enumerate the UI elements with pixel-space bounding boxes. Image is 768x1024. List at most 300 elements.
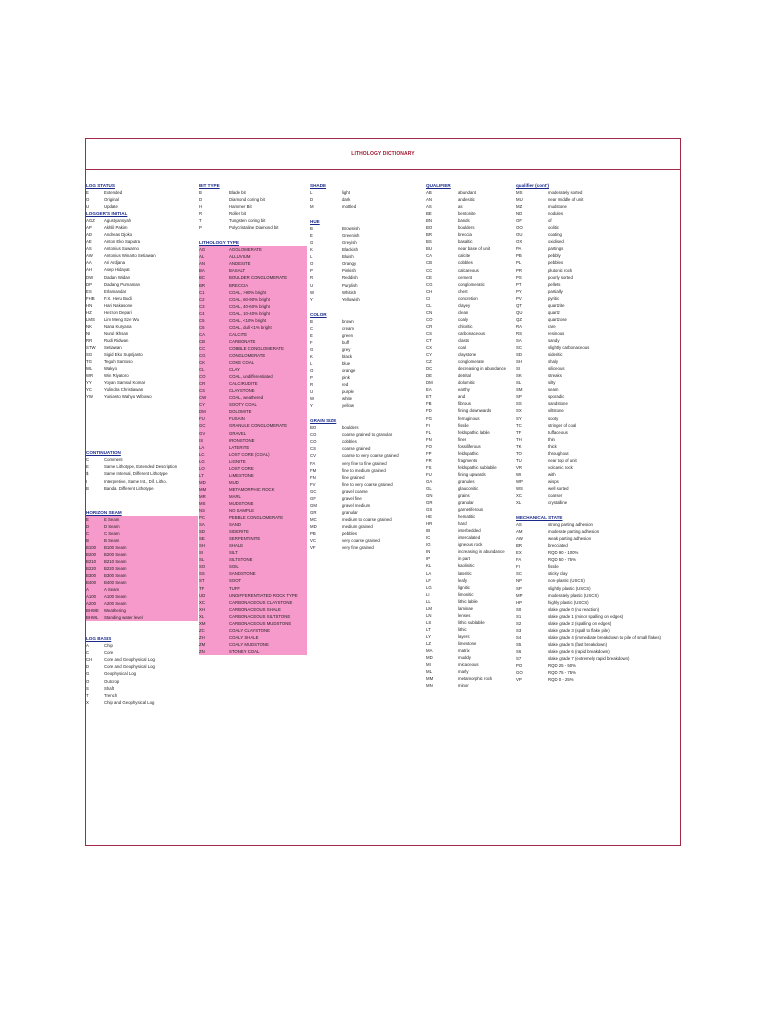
row-code: FI bbox=[426, 422, 430, 428]
dictionary-row bbox=[426, 605, 514, 612]
row-description: B210 Seam bbox=[104, 558, 127, 564]
row-code: NP bbox=[516, 578, 522, 584]
dictionary-row bbox=[199, 317, 307, 324]
dictionary-row bbox=[86, 699, 198, 706]
dictionary-row bbox=[199, 196, 307, 203]
dictionary-row bbox=[426, 309, 514, 316]
dictionary-row bbox=[426, 626, 514, 633]
dictionary-row bbox=[516, 415, 681, 422]
row-description: BRECCIA bbox=[229, 282, 249, 288]
row-code: TU bbox=[516, 457, 522, 463]
dictionary-row bbox=[516, 585, 681, 592]
dictionary-row bbox=[310, 318, 418, 325]
dictionary-row bbox=[426, 492, 514, 499]
dictionary-row bbox=[86, 217, 198, 224]
row-description: basaltic bbox=[458, 239, 473, 245]
row-description: Teguh Santoso bbox=[104, 359, 133, 365]
dictionary-row bbox=[199, 430, 307, 437]
row-description: COAL, dull <1% bright bbox=[229, 324, 272, 330]
row-code: CE bbox=[426, 274, 432, 280]
row-code: GR bbox=[310, 509, 317, 515]
row-code: XL bbox=[199, 613, 205, 619]
row-code: Y bbox=[310, 296, 313, 302]
dictionary-row bbox=[516, 330, 681, 337]
row-code: PA bbox=[516, 246, 522, 252]
dictionary-row bbox=[199, 387, 307, 394]
row-description: CLAY bbox=[229, 367, 240, 373]
row-description: B100 Seam bbox=[104, 544, 127, 550]
row-description: chloritic bbox=[458, 323, 473, 329]
row-description: claystone bbox=[458, 352, 477, 358]
row-description: garnetiferous bbox=[458, 507, 484, 513]
row-description: ferruginous bbox=[458, 415, 480, 421]
row-code: LMS bbox=[86, 316, 95, 322]
dictionary-row bbox=[426, 323, 514, 330]
row-description: CARBONACEOUS MUDSTONE bbox=[229, 620, 292, 626]
row-code: NS bbox=[199, 508, 205, 514]
row-description: finer bbox=[458, 436, 467, 442]
row-code: ZC bbox=[199, 627, 205, 633]
row-description: Shaft bbox=[104, 685, 115, 691]
row-code: GO bbox=[516, 670, 523, 676]
row-code: C6 bbox=[199, 324, 205, 330]
row-description: calcite bbox=[458, 253, 471, 259]
dictionary-row bbox=[199, 189, 307, 196]
row-code: L bbox=[310, 190, 313, 195]
row-description: Original bbox=[104, 197, 119, 203]
dictionary-row bbox=[199, 408, 307, 415]
row-description: Orangy bbox=[342, 261, 357, 267]
dictionary-row bbox=[516, 443, 681, 450]
dictionary-row bbox=[516, 655, 681, 662]
row-description: hard bbox=[458, 521, 467, 527]
section-loggers-initial bbox=[86, 210, 198, 400]
row-description: CALCITE bbox=[229, 331, 248, 337]
row-description: Comment bbox=[104, 457, 123, 463]
row-description: Interpretive, Same Int., Dif. Litho. bbox=[104, 478, 167, 484]
dictionary-row bbox=[199, 458, 307, 465]
dictionary-row bbox=[426, 224, 514, 231]
dictionary-row bbox=[199, 246, 307, 253]
row-description: ALLUVIUM bbox=[229, 254, 251, 260]
row-description: Yoyan Samsul Komar bbox=[104, 380, 146, 386]
dictionary-row bbox=[86, 607, 198, 614]
row-code: BO bbox=[426, 225, 433, 231]
dictionary-row bbox=[86, 379, 198, 386]
dictionary-row bbox=[199, 542, 307, 549]
row-code: QT bbox=[516, 302, 522, 308]
row-code: EA bbox=[426, 387, 432, 393]
dictionary-row bbox=[426, 619, 514, 626]
row-code: CO bbox=[199, 374, 206, 380]
dictionary-row bbox=[516, 676, 681, 683]
dictionary-row bbox=[86, 544, 198, 551]
row-description: cobbles bbox=[342, 439, 357, 445]
row-code: NK bbox=[86, 323, 92, 329]
row-code: AGZ bbox=[86, 218, 95, 224]
row-code: LF bbox=[426, 577, 432, 583]
dictionary-row bbox=[426, 647, 514, 654]
dictionary-row bbox=[426, 196, 514, 203]
row-code: CR bbox=[426, 323, 433, 329]
row-description: COAL, 10-40% bright bbox=[229, 310, 270, 316]
row-description: CARBONATE bbox=[229, 338, 256, 344]
row-code: BHWL bbox=[86, 615, 99, 621]
row-code: SP bbox=[516, 585, 522, 591]
dictionary-row bbox=[516, 274, 681, 281]
row-description: A200 Seam bbox=[104, 601, 127, 607]
row-description: Core bbox=[104, 650, 114, 656]
dictionary-row bbox=[199, 422, 307, 429]
dictionary-row bbox=[199, 352, 307, 359]
row-description: slake grade 7 (extremely rapid breakdown) bbox=[548, 656, 630, 661]
dictionary-row bbox=[516, 309, 681, 316]
row-description: PEBBLE CONGLOMERATE bbox=[229, 515, 284, 521]
row-code: DP bbox=[86, 281, 92, 287]
dictionary-row bbox=[516, 365, 681, 372]
row-code: LA bbox=[199, 444, 205, 450]
dictionary-row bbox=[426, 203, 514, 210]
row-code: GC bbox=[199, 423, 206, 429]
row-description: Wakyo bbox=[104, 366, 117, 372]
row-description: hematitic bbox=[458, 514, 476, 520]
row-description: bentonite bbox=[458, 211, 476, 217]
dictionary-row bbox=[426, 259, 514, 266]
dictionary-row bbox=[199, 486, 307, 493]
row-description: near middle of unit bbox=[548, 197, 584, 203]
row-description: coarse grained bbox=[342, 446, 371, 452]
dictionary-row bbox=[516, 344, 681, 351]
row-code: S2 bbox=[516, 620, 522, 626]
row-description: feldspathic bbox=[458, 450, 479, 456]
row-code: MR bbox=[199, 493, 206, 499]
row-code: MS bbox=[199, 500, 206, 506]
row-code: MD bbox=[426, 655, 433, 661]
lithology-dictionary-sheet bbox=[85, 138, 681, 846]
row-description: dark bbox=[342, 197, 351, 203]
row-code: XM bbox=[199, 620, 206, 626]
row-description: quartzite bbox=[548, 302, 565, 308]
row-description: slightly plastic (USCS) bbox=[548, 585, 591, 591]
row-code: CY bbox=[199, 402, 205, 408]
dictionary-row bbox=[86, 316, 198, 323]
row-description: black bbox=[342, 353, 353, 359]
row-code: AS bbox=[426, 204, 432, 210]
row-code: MC bbox=[310, 516, 317, 522]
row-description: COALY SHALE bbox=[229, 634, 259, 640]
dictionary-row bbox=[426, 288, 514, 295]
row-code: WP bbox=[516, 478, 523, 484]
dictionary-row bbox=[86, 288, 198, 295]
dictionary-row bbox=[86, 196, 198, 203]
dictionary-row bbox=[310, 495, 418, 502]
dictionary-row bbox=[86, 579, 198, 586]
row-description: fragments bbox=[458, 457, 478, 463]
row-description: LIGNITE bbox=[229, 458, 246, 464]
row-code: HR bbox=[426, 521, 433, 527]
dictionary-row bbox=[310, 196, 418, 203]
row-code: BS bbox=[426, 239, 432, 245]
dictionary-row bbox=[310, 367, 418, 374]
row-description: TUFF bbox=[229, 585, 240, 591]
column-5 bbox=[516, 182, 681, 683]
row-code: B200 bbox=[86, 551, 97, 557]
row-description: intercalated bbox=[458, 535, 481, 541]
row-code: P bbox=[310, 268, 313, 274]
dictionary-row bbox=[310, 502, 418, 509]
row-description: pebbly bbox=[548, 253, 561, 259]
dictionary-row bbox=[310, 296, 418, 303]
row-code: LG bbox=[426, 584, 432, 590]
row-code: CZ bbox=[426, 359, 432, 365]
dictionary-row bbox=[86, 238, 198, 245]
dictionary-row bbox=[86, 656, 198, 663]
dictionary-row bbox=[310, 445, 418, 452]
row-description: COAL, undifferentiated bbox=[229, 374, 273, 380]
row-description: Hezron Depari bbox=[104, 309, 132, 315]
row-code: WR bbox=[86, 373, 94, 379]
row-code: AG bbox=[199, 247, 206, 253]
dictionary-row bbox=[426, 217, 514, 224]
dictionary-row bbox=[199, 577, 307, 584]
dictionary-row bbox=[426, 584, 514, 591]
row-description: purple bbox=[342, 389, 354, 395]
row-code: FG bbox=[426, 415, 432, 421]
row-description: A Seam bbox=[104, 587, 120, 593]
row-description: RQD 75 - 75% bbox=[548, 670, 576, 676]
dictionary-row bbox=[86, 337, 198, 344]
dictionary-row bbox=[199, 606, 307, 613]
dictionary-row bbox=[516, 281, 681, 288]
row-code: CS bbox=[426, 330, 432, 336]
dictionary-row bbox=[199, 599, 307, 606]
dictionary-row bbox=[199, 570, 307, 577]
row-description: pebbles bbox=[342, 530, 358, 536]
row-description: Antonius Suwarno bbox=[104, 246, 139, 252]
row-code: BR bbox=[516, 543, 522, 549]
row-code: FU bbox=[199, 416, 205, 422]
section-color bbox=[310, 311, 418, 410]
row-description: minor bbox=[458, 683, 469, 689]
row-description: Agustyansyah bbox=[104, 218, 131, 224]
row-description: SIDERITE bbox=[229, 529, 249, 535]
dictionary-row bbox=[426, 485, 514, 492]
row-description: mottled bbox=[342, 204, 357, 210]
row-description: leafy bbox=[458, 577, 468, 583]
row-code: SK bbox=[516, 373, 522, 379]
row-code: AL bbox=[199, 254, 205, 260]
row-code: LZ bbox=[426, 641, 432, 646]
row-description: slightly carbonaceous bbox=[548, 345, 590, 351]
dictionary-row bbox=[199, 528, 307, 535]
dictionary-row bbox=[199, 620, 307, 627]
row-code: SC bbox=[516, 345, 522, 351]
row-description: pebbles bbox=[548, 260, 564, 266]
dictionary-row bbox=[310, 544, 418, 551]
row-description: very fine to fine grained bbox=[342, 460, 387, 466]
row-code: IP bbox=[426, 556, 431, 562]
dictionary-row bbox=[516, 372, 681, 379]
dictionary-row bbox=[310, 488, 418, 495]
dictionary-row bbox=[426, 661, 514, 668]
row-code: CA bbox=[426, 253, 432, 259]
section-header: qualifier (cont') bbox=[516, 183, 549, 188]
dictionary-row bbox=[516, 556, 681, 563]
row-description: cream bbox=[342, 325, 354, 331]
dictionary-row bbox=[516, 337, 681, 344]
row-description: gravel coarse bbox=[342, 488, 368, 494]
row-description: NO SAMPLE bbox=[229, 508, 255, 514]
row-code: SX bbox=[516, 408, 522, 414]
row-code: BA bbox=[199, 268, 205, 274]
row-code: AW bbox=[86, 253, 93, 259]
dictionary-row bbox=[516, 499, 681, 506]
row-code: CL bbox=[199, 367, 205, 373]
row-description: sandstone bbox=[548, 401, 568, 407]
row-code: FI bbox=[516, 564, 520, 570]
row-code: C bbox=[86, 650, 90, 656]
dictionary-row bbox=[310, 267, 418, 274]
dictionary-row bbox=[86, 572, 198, 579]
row-code: O bbox=[86, 678, 90, 684]
dictionary-row bbox=[516, 471, 681, 478]
dictionary-row bbox=[310, 274, 418, 281]
dictionary-row bbox=[516, 351, 681, 358]
row-code: FL bbox=[426, 429, 432, 435]
dictionary-row bbox=[310, 260, 418, 267]
row-code: SM bbox=[516, 387, 523, 393]
row-code: K bbox=[310, 353, 313, 359]
dictionary-row bbox=[516, 662, 681, 669]
dictionary-row bbox=[199, 549, 307, 556]
dictionary-row bbox=[199, 203, 307, 210]
row-code: SI bbox=[199, 550, 204, 556]
dictionary-row bbox=[310, 438, 418, 445]
row-description: seam bbox=[548, 387, 559, 393]
row-description: lenses bbox=[458, 612, 471, 618]
row-code: AN bbox=[426, 197, 432, 203]
row-code: MI bbox=[426, 662, 431, 668]
section-hue bbox=[310, 218, 418, 303]
row-description: gravel fine bbox=[342, 495, 362, 501]
row-description: LOST CORE (COAL) bbox=[229, 451, 270, 457]
row-code: CO bbox=[426, 316, 433, 322]
dictionary-row bbox=[86, 203, 198, 210]
row-code: CY bbox=[426, 352, 432, 358]
dictionary-row bbox=[310, 381, 418, 388]
dictionary-row bbox=[426, 245, 514, 252]
row-code: O bbox=[310, 261, 314, 267]
row-description: CARBONACEOUS CLAYSTONE bbox=[229, 599, 293, 605]
dictionary-row bbox=[199, 289, 307, 296]
dictionary-row bbox=[86, 523, 198, 530]
row-description: thin bbox=[548, 436, 555, 442]
row-code: PC bbox=[199, 515, 205, 521]
row-description: B300 Seam bbox=[104, 572, 127, 578]
dictionary-row bbox=[516, 620, 681, 627]
row-description: Dadan Widan bbox=[104, 274, 131, 280]
row-code: SH bbox=[516, 359, 522, 365]
row-code: BC bbox=[199, 275, 205, 281]
dictionary-row bbox=[199, 380, 307, 387]
row-description: Same Interval, Different Lithotype bbox=[104, 471, 168, 477]
row-description: cobbles bbox=[458, 260, 473, 266]
row-description: F.X. Heru Budi bbox=[104, 295, 132, 301]
row-description: yellow bbox=[342, 403, 354, 409]
row-description: Outcrop bbox=[104, 678, 120, 684]
dictionary-row bbox=[516, 302, 681, 309]
row-description: siltstone bbox=[548, 408, 564, 414]
row-description: MUD bbox=[229, 479, 239, 485]
dictionary-row bbox=[199, 260, 307, 267]
section-header: LOG STATUS bbox=[86, 183, 115, 188]
row-description: Nurul Ikhsan bbox=[104, 330, 129, 336]
row-code: E bbox=[310, 233, 313, 239]
row-code: DE bbox=[426, 373, 432, 379]
row-code: LT bbox=[426, 626, 431, 632]
row-description: buff bbox=[342, 339, 350, 345]
row-description: orange bbox=[342, 367, 356, 373]
row-code: U bbox=[86, 204, 90, 210]
row-description: limonitic bbox=[458, 591, 474, 597]
row-code: C4 bbox=[199, 310, 205, 316]
row-description: gravel medium bbox=[342, 502, 371, 508]
row-code: MZ bbox=[516, 204, 523, 210]
row-description: Core and Geophysical Log bbox=[104, 657, 155, 663]
row-description: COALY MUDSTONE bbox=[229, 641, 269, 647]
dictionary-row bbox=[516, 485, 681, 492]
row-description: fibrous bbox=[458, 401, 471, 407]
dictionary-row bbox=[516, 196, 681, 203]
row-code: U bbox=[310, 389, 314, 395]
row-description: lithic sublabile bbox=[458, 619, 485, 625]
row-code: FU bbox=[426, 471, 432, 477]
dictionary-row bbox=[516, 648, 681, 655]
dictionary-row bbox=[516, 592, 681, 599]
row-description: light bbox=[342, 190, 350, 195]
row-code: BU bbox=[426, 246, 432, 252]
row-description: near top of unit bbox=[548, 457, 577, 463]
section-qualifier-cont bbox=[516, 182, 681, 506]
column-4 bbox=[426, 182, 514, 689]
dictionary-row bbox=[426, 281, 514, 288]
row-description: grey bbox=[342, 346, 351, 352]
row-description: well sorted bbox=[548, 485, 569, 491]
row-description: quartz bbox=[548, 309, 560, 315]
row-description: coarse to very coarse grained bbox=[342, 453, 399, 459]
row-code: MN bbox=[426, 683, 433, 689]
row-code: O bbox=[310, 367, 314, 373]
row-description: COAL, weathered bbox=[229, 395, 264, 401]
row-code: S7 bbox=[516, 656, 522, 661]
row-description: SOOT bbox=[229, 578, 242, 584]
row-code: B bbox=[86, 537, 89, 543]
row-code: CB bbox=[199, 338, 205, 344]
row-description: clean bbox=[458, 309, 469, 315]
row-code: FA bbox=[310, 460, 316, 466]
row-description: Nana Kuryana bbox=[104, 323, 132, 329]
dictionary-row bbox=[310, 523, 418, 530]
row-code: RR bbox=[86, 337, 93, 343]
row-description: in part bbox=[458, 556, 470, 562]
dictionary-row bbox=[86, 351, 198, 358]
row-description: LIMESTONE bbox=[229, 472, 254, 478]
row-code: CV bbox=[310, 453, 316, 459]
dictionary-row bbox=[516, 210, 681, 217]
row-description: detrital bbox=[458, 373, 471, 379]
dictionary-row bbox=[516, 641, 681, 648]
dictionary-row bbox=[516, 245, 681, 252]
